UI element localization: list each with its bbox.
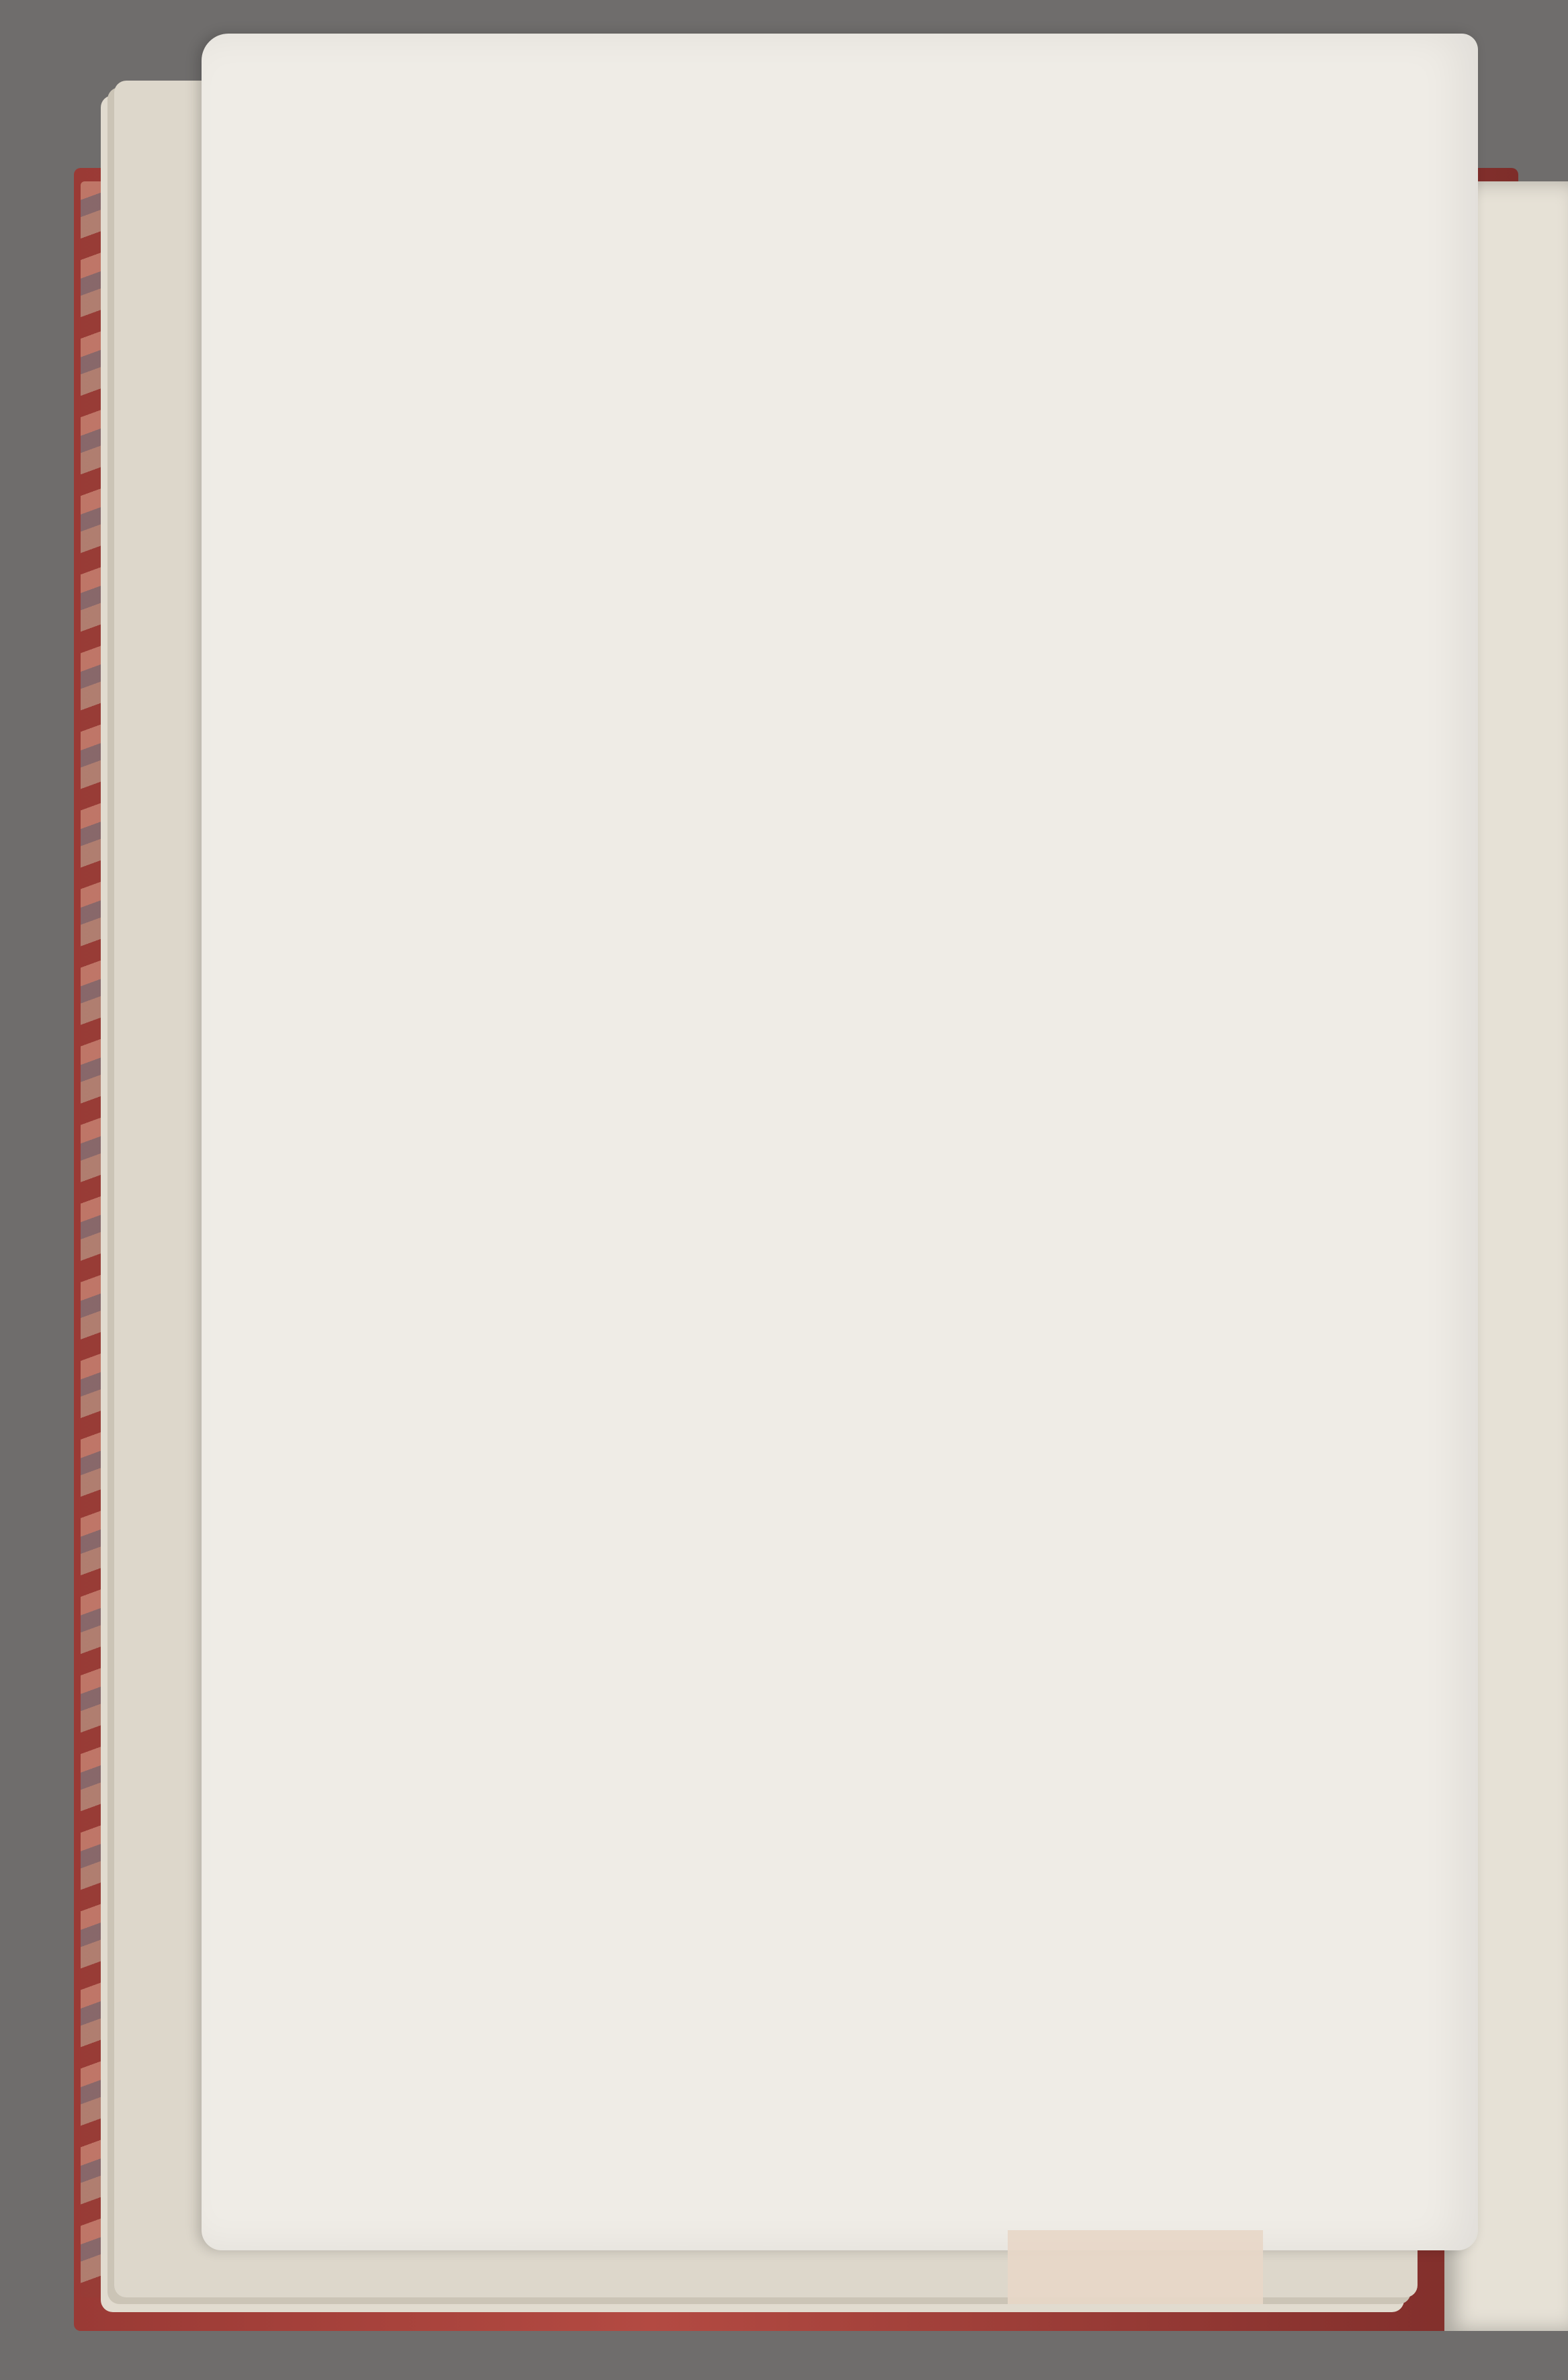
- left-page: [202, 34, 1478, 2250]
- page-text: [202, 34, 1478, 2250]
